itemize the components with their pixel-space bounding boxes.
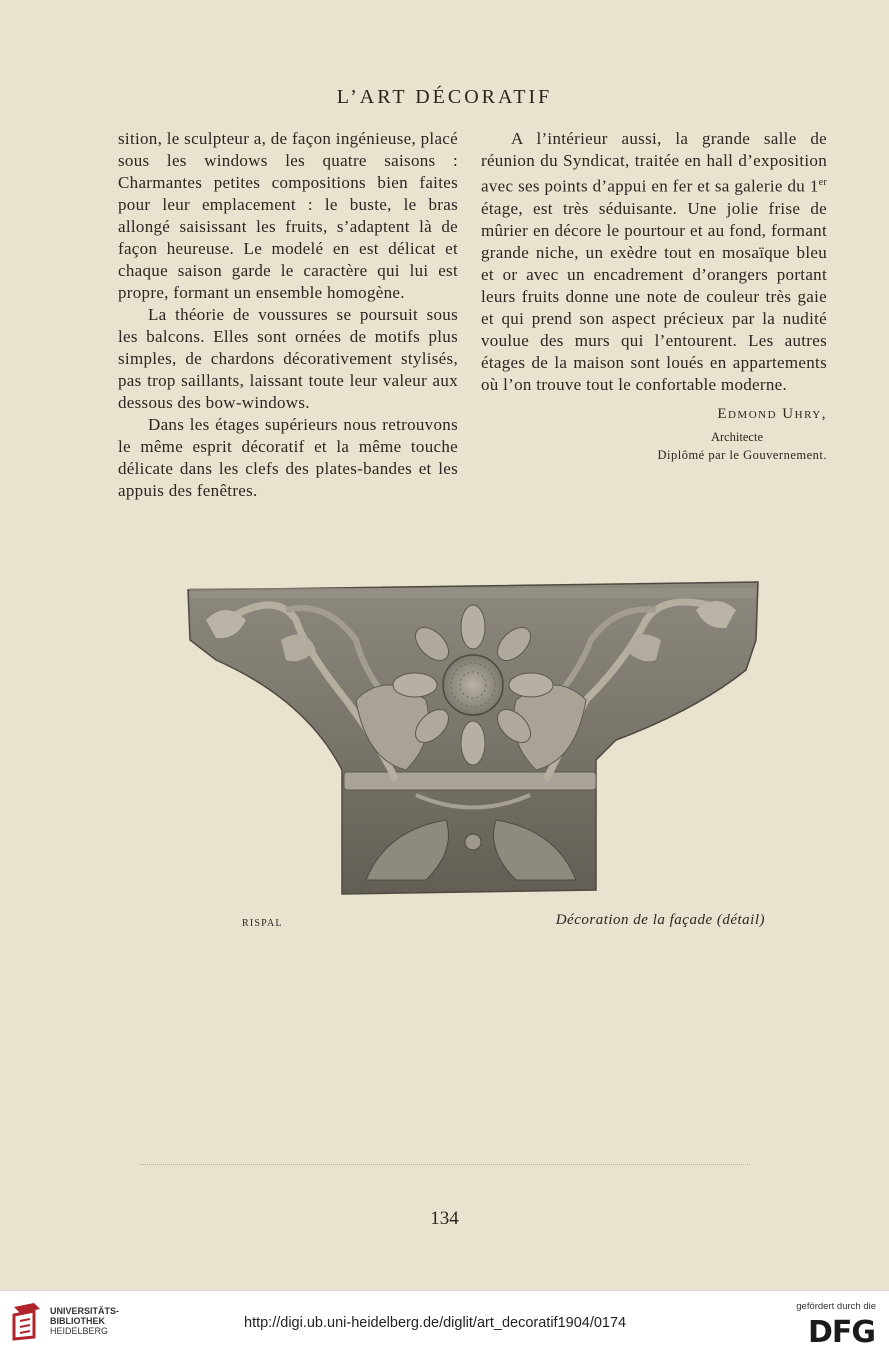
photo-credit: RISPAL: [242, 918, 283, 929]
author-diploma: Diplômé par le Gouvernement.: [657, 448, 827, 462]
permalink-url[interactable]: http://digi.ub.uni-heidelberg.de/diglit/art_decoratif1904/0174: [244, 1315, 627, 1331]
right-paragraph-start: A l’intérieur aussi, la grande salle de réunion du Syndicat, traitée en hall d’exposition avec ses points d’appui en fer et sa galerie du 1: [481, 129, 827, 196]
right-paragraph-end: étage, est très séduisante. Une jolie frise de mûrier en décore le pourtour et au fond, formant grande niche, un exèdre tout en mosaïque bleu et or avec un encadrement d’orangers portant leurs fruits donne une note de couleur très gaie et qui prend son aspect précieux par la nudité voulue des murs qui l’entourent. Les autres étages de la maison sont loués en appartements où l’on trouve tout le confortable moderne.: [481, 198, 827, 394]
dfg-logo[interactable]: DFG: [807, 1315, 875, 1350]
library-logo-icon[interactable]: [10, 1301, 44, 1341]
funded-by-label: gefördert durch die: [796, 1301, 876, 1312]
viewer-footer: [0, 1290, 889, 1356]
bottom-rule: [140, 1164, 750, 1165]
running-head: L’ART DÉCORATIF: [336, 86, 553, 108]
left-paragraph-3: Dans les étages supérieurs nous retrouvons le même esprit décoratif et la même touche délicate dans les clefs des plates-bandes et les appuis des fenêtres.: [118, 415, 458, 500]
author-title: Architecte: [710, 430, 763, 444]
left-paragraph-1: sition, le sculpteur a, de façon ingénieuse, placé sous les windows les quatre saisons : Charmantes petites compositions bien faites pour leur emplacement : le buste, le bras allongé saisissant les fruits, s’adaptent là de façon heureuse. Le modelé en est délicat et chaque saison garde le caractère qui lui est propre, formant un ensemble homogène.: [118, 129, 458, 302]
author-name: Edmond Uhry,: [717, 406, 827, 422]
sculpture-photograph: [186, 580, 760, 896]
right-text-column: [481, 128, 827, 396]
left-text-column: [118, 128, 458, 502]
figure-caption: Décoration de la façade (détail): [555, 912, 765, 928]
library-name-line3: HEIDELBERG: [50, 1326, 109, 1336]
left-paragraph-2: La théorie de voussures se poursuit sous les balcons. Elles sont ornées de motifs plus simples, de chardons décorativement stylisés, pas trop saillants, laissant toute leur valeur aux dessous des bow-windows.: [118, 305, 458, 412]
page-number: 134: [430, 1208, 459, 1229]
library-name-line1: UNIVERSITÄTS-: [50, 1306, 120, 1316]
ordinal-superscript: er: [818, 177, 827, 188]
right-paragraph: [481, 128, 827, 396]
library-name-line2: BIBLIOTHEK: [50, 1316, 105, 1326]
library-name[interactable]: [50, 1306, 119, 1336]
